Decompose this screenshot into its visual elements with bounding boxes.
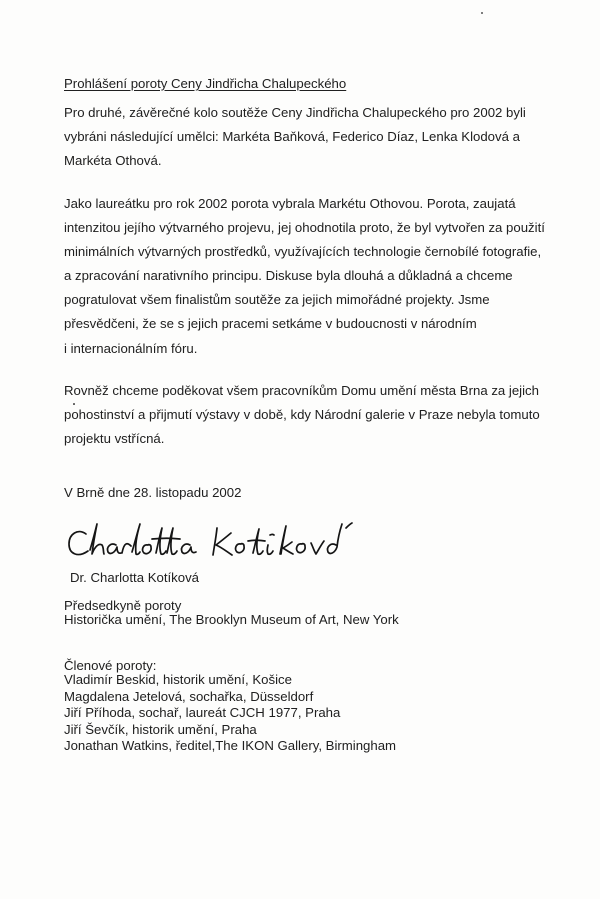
signer-affiliation: Historička umění, The Brooklyn Museum of Art, New York: [64, 612, 399, 627]
paragraph-finalists: [64, 101, 544, 173]
paragraph-line: pogratulovat všem finalistům soutěže za jejich mimořádné projekty. Jsme: [64, 292, 490, 308]
paragraph-line: minimálních výtvarných prostředků, využívajících technologie černobílé fotografie,: [64, 244, 542, 260]
signer-role: Předsedkyně poroty: [64, 598, 182, 613]
member-item: Jiří Příhoda, sochař, laureát CJCH 1977, Praha: [64, 705, 341, 720]
place-and-date: V Brně dne 28. listopadu 2002: [64, 485, 242, 500]
declaration-title: Prohlášení poroty Ceny Jindřicha Chalupeckého: [64, 76, 347, 91]
member-item: Jiří Ševčík, historik umění, Praha: [64, 721, 257, 737]
signer-name: Dr. Charlotta Kotíková: [70, 570, 200, 585]
paragraph-line: Pro druhé, závěrečné kolo soutěže Ceny Jindřicha Chalupeckého pro 2002 byli: [64, 105, 526, 120]
paragraph-line: Markéta Othová.: [64, 153, 162, 169]
paragraph-line: projektu vstřícná.: [64, 431, 165, 447]
paragraph-line: Jako laureátku pro rok 2002 porota vybrala Markétu Othovou. Porota, zaujatá: [64, 196, 516, 211]
paragraph-line: vybráni následující umělci: Markéta Baňková, Federico Díaz, Lenka Klodová a: [64, 129, 520, 145]
member-item: Jonathan Watkins, ředitel,The IKON Gallery, Birmingham: [64, 738, 397, 753]
scan-speck: [481, 12, 483, 14]
paragraph-line: přesvědčeni, že se s jejich pracemi setkáme v budoucnosti v národním: [64, 316, 477, 332]
paragraph-line: pohostinství a přijmutí výstavy v době, kdy Národní galerie v Praze nebyla tomuto: [64, 407, 540, 423]
paragraph-line: Rovněž chceme poděkovat všem pracovníkům Domu umění města Brna za jejich: [64, 383, 539, 398]
paragraph-line: i internacionálním fóru.: [64, 340, 198, 356]
paragraph-line: a zpracování narativního principu. Diskuse byla dlouhá a důkladná a chceme: [64, 268, 513, 284]
paragraph-thanks: [64, 379, 544, 451]
member-item: Vladimír Beskid, historik umění, Košice: [64, 672, 292, 687]
paragraph-laureate: [64, 192, 544, 361]
members-heading: Členové poroty:: [64, 658, 157, 673]
handwritten-signature: [66, 520, 356, 564]
member-item: Magdalena Jetelová, sochařka, Düsseldorf: [64, 688, 314, 704]
members-list: [64, 672, 396, 755]
paragraph-line: intenzitou jejího výtvarného projevu, jej ohodnotila proto, že byl vytvořen za použití: [64, 220, 545, 236]
